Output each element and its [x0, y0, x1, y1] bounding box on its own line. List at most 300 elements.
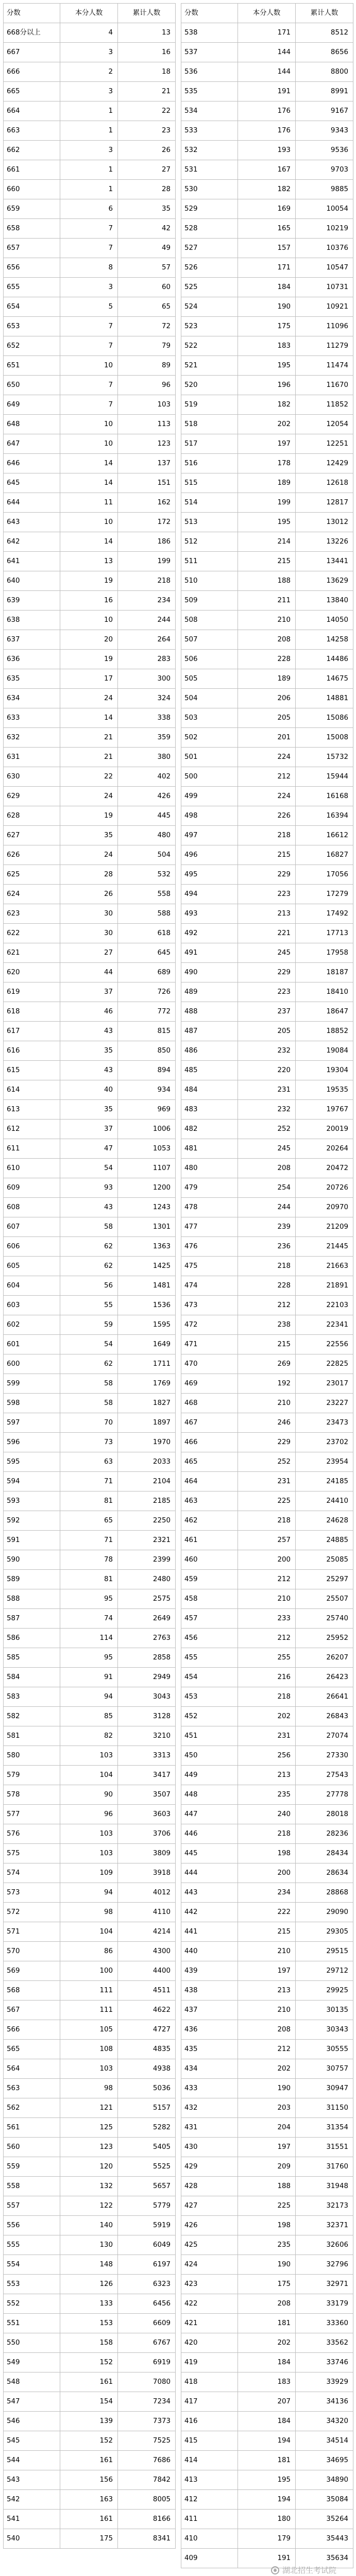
cell-score: 510: [181, 571, 238, 591]
cell-score: 530: [181, 180, 238, 199]
cell-score: 409: [181, 2549, 238, 2568]
cell-score: 434: [181, 2059, 238, 2079]
table-row: [4, 630, 176, 650]
cell-score: 538: [181, 23, 238, 43]
cell-score: 410: [181, 2529, 238, 2549]
cell-score: 523: [181, 317, 238, 336]
cell-count: 184: [238, 2353, 296, 2372]
cell-cumulative: 618: [118, 924, 176, 943]
cell-count: 40: [60, 1080, 118, 1100]
cell-count: 96: [60, 1805, 118, 1824]
cell-count: 215: [238, 552, 296, 571]
cell-count: 246: [238, 1413, 296, 1433]
cell-score: 574: [4, 1863, 60, 1883]
cell-cumulative: 26: [118, 141, 176, 160]
table-row: [4, 1198, 176, 1217]
table-row: [181, 806, 353, 826]
table-row: [4, 1746, 176, 1766]
cell-count: 184: [238, 2412, 296, 2431]
cell-score: 628: [4, 806, 60, 826]
cell-score: 613: [4, 1100, 60, 1120]
table-row: [4, 2294, 176, 2314]
cell-score: 483: [181, 1100, 238, 1120]
cell-cumulative: 33562: [296, 2333, 353, 2353]
cell-score: 464: [181, 1472, 238, 1492]
cell-cumulative: 10219: [296, 219, 353, 239]
table-row: [181, 317, 353, 336]
cell-cumulative: 558: [118, 885, 176, 904]
cell-count: 130: [60, 2235, 118, 2255]
cell-cumulative: 28868: [296, 1883, 353, 1903]
cell-score: 596: [4, 1433, 60, 1452]
cell-cumulative: 35084: [296, 2490, 353, 2510]
cell-count: 95: [60, 1648, 118, 1668]
cell-cumulative: 4622: [118, 2001, 176, 2020]
cell-score: 666: [4, 62, 60, 82]
cell-count: 95: [60, 1589, 118, 1609]
cell-score: 511: [181, 552, 238, 571]
table-row: [181, 904, 353, 924]
table-row: [181, 1198, 353, 1217]
cell-count: 7: [60, 336, 118, 356]
cell-count: 157: [238, 239, 296, 258]
cell-count: 10: [60, 434, 118, 454]
cell-score: 665: [4, 82, 60, 101]
cell-count: 229: [238, 865, 296, 885]
cell-score: 647: [4, 434, 60, 454]
table-row: [4, 2255, 176, 2275]
cell-score: 432: [181, 2098, 238, 2118]
cell-cumulative: 1595: [118, 1315, 176, 1335]
table-row: [4, 1629, 176, 1648]
cell-score: 630: [4, 767, 60, 787]
table-row: [181, 669, 353, 689]
table-row: [4, 1354, 176, 1374]
table-row: [4, 1296, 176, 1315]
table-row: [181, 885, 353, 904]
cell-count: 55: [60, 1296, 118, 1315]
cell-score: 555: [4, 2235, 60, 2255]
cell-cumulative: 49: [118, 239, 176, 258]
cell-count: 224: [238, 748, 296, 767]
table-row: [181, 1726, 353, 1746]
table-row: [181, 2040, 353, 2059]
cell-count: 197: [238, 1961, 296, 1981]
cell-count: 111: [60, 2001, 118, 2020]
cell-count: 3: [60, 43, 118, 62]
cell-cumulative: 89: [118, 356, 176, 376]
table-row: [181, 454, 353, 473]
cell-count: 190: [238, 2255, 296, 2275]
table-row: [181, 2392, 353, 2412]
cell-cumulative: 34514: [296, 2431, 353, 2451]
table-row: [181, 2255, 353, 2275]
cell-count: 183: [238, 2372, 296, 2392]
cell-score: 506: [181, 650, 238, 669]
cell-count: 181: [238, 2314, 296, 2333]
table-row: [4, 2412, 176, 2431]
table-row: [181, 708, 353, 728]
cell-score: 633: [4, 708, 60, 728]
cell-cumulative: 3210: [118, 1726, 176, 1746]
cell-cumulative: 8991: [296, 82, 353, 101]
table-row: [181, 630, 353, 650]
cell-cumulative: 6456: [118, 2294, 176, 2314]
table-row: [181, 2490, 353, 2510]
cell-count: 171: [238, 258, 296, 278]
table-row: [4, 1120, 176, 1139]
cell-score: 589: [4, 1570, 60, 1589]
header-cumulative: 累计人数: [296, 4, 353, 23]
cell-count: 5: [60, 297, 118, 317]
table-row: [181, 82, 353, 101]
cell-score: 622: [4, 924, 60, 943]
cell-score: 598: [4, 1394, 60, 1413]
cell-cumulative: 2858: [118, 1648, 176, 1668]
cell-cumulative: 7373: [118, 2412, 176, 2431]
cell-score: 466: [181, 1433, 238, 1452]
table-row: [181, 376, 353, 395]
cell-cumulative: 21891: [296, 1276, 353, 1296]
table-row: [181, 2079, 353, 2098]
cell-cumulative: 199: [118, 552, 176, 571]
cell-score: 521: [181, 356, 238, 376]
cell-cumulative: 22: [118, 101, 176, 121]
cell-cumulative: 23017: [296, 1374, 353, 1394]
cell-cumulative: 11852: [296, 395, 353, 415]
table-row: [181, 23, 353, 43]
cell-cumulative: 4938: [118, 2059, 176, 2079]
table-row: [4, 2372, 176, 2392]
table-row: [4, 219, 176, 239]
cell-count: 19: [60, 650, 118, 669]
cell-cumulative: 3603: [118, 1805, 176, 1824]
table-row: [181, 1805, 353, 1824]
cell-cumulative: 4835: [118, 2040, 176, 2059]
cell-count: 28: [60, 865, 118, 885]
table-row: [181, 415, 353, 434]
cell-count: 225: [238, 1492, 296, 1511]
cell-cumulative: 17492: [296, 904, 353, 924]
cell-count: 94: [60, 1883, 118, 1903]
cell-count: 90: [60, 1785, 118, 1805]
table-row: [4, 845, 176, 865]
cell-count: 3: [60, 278, 118, 297]
cell-score: 646: [4, 454, 60, 473]
cell-count: 152: [60, 2353, 118, 2372]
cell-cumulative: 19304: [296, 1061, 353, 1080]
cell-cumulative: 850: [118, 1041, 176, 1061]
cell-count: 236: [238, 1237, 296, 1257]
table-row: [4, 2216, 176, 2235]
table-row: [181, 1413, 353, 1433]
cell-count: 231: [238, 1080, 296, 1100]
cell-score: 452: [181, 1707, 238, 1726]
cell-count: 100: [60, 1961, 118, 1981]
cell-score: 486: [181, 1041, 238, 1061]
cell-score: 461: [181, 1531, 238, 1550]
table-row: [4, 904, 176, 924]
cell-count: 225: [238, 2196, 296, 2216]
cell-count: 54: [60, 1159, 118, 1178]
table-row: [181, 1296, 353, 1315]
cell-count: 231: [238, 1472, 296, 1492]
cell-score: 552: [4, 2294, 60, 2314]
table-row: [4, 2392, 176, 2412]
cell-score: 605: [4, 1257, 60, 1276]
cell-score: 576: [4, 1824, 60, 1844]
cell-score: 657: [4, 239, 60, 258]
table-row: [181, 1746, 353, 1766]
cell-cumulative: 20970: [296, 1198, 353, 1217]
cell-count: 1: [60, 121, 118, 141]
cell-score: 587: [4, 1609, 60, 1629]
cell-score: 507: [181, 630, 238, 650]
cell-count: 235: [238, 2235, 296, 2255]
cell-score: 601: [4, 1335, 60, 1354]
cell-cumulative: 5036: [118, 2079, 176, 2098]
table-row: [181, 2294, 353, 2314]
table-row: [181, 160, 353, 180]
cell-cumulative: 445: [118, 806, 176, 826]
cell-score: 583: [4, 1687, 60, 1707]
cell-score: 447: [181, 1805, 238, 1824]
cell-score: 496: [181, 845, 238, 865]
cell-count: 7: [60, 376, 118, 395]
cell-count: 213: [238, 904, 296, 924]
cell-cumulative: 5657: [118, 2177, 176, 2196]
cell-cumulative: 6767: [118, 2333, 176, 2353]
cell-count: 175: [238, 317, 296, 336]
cell-cumulative: 60: [118, 278, 176, 297]
cell-score: 608: [4, 1198, 60, 1217]
cell-score: 532: [181, 141, 238, 160]
cell-score: 415: [181, 2431, 238, 2451]
table-row: [4, 1413, 176, 1433]
cell-count: 6: [60, 199, 118, 219]
cell-score: 430: [181, 2138, 238, 2157]
cell-cumulative: 5157: [118, 2098, 176, 2118]
cell-score: 525: [181, 278, 238, 297]
table-row: [4, 297, 176, 317]
cell-count: 252: [238, 1452, 296, 1472]
cell-score: 414: [181, 2451, 238, 2470]
cell-score: 455: [181, 1648, 238, 1668]
cell-count: 58: [60, 1394, 118, 1413]
cell-count: 104: [60, 1766, 118, 1785]
cell-cumulative: 894: [118, 1061, 176, 1080]
cell-score: 581: [4, 1726, 60, 1746]
cell-count: 245: [238, 1139, 296, 1159]
cell-count: 255: [238, 1648, 296, 1668]
table-row: [181, 2353, 353, 2372]
cell-count: 3: [60, 82, 118, 101]
table-row: [181, 767, 353, 787]
cell-score: 645: [4, 473, 60, 493]
table-row: [181, 982, 353, 1002]
table-row: [4, 1981, 176, 2001]
cell-count: 85: [60, 1707, 118, 1726]
cell-score: 606: [4, 1237, 60, 1257]
table-row: [181, 1335, 353, 1354]
table-row: [4, 2235, 176, 2255]
table-row: [181, 1961, 353, 1981]
table-row: [181, 1217, 353, 1237]
cell-score: 618: [4, 1002, 60, 1022]
cell-score: 637: [4, 630, 60, 650]
cell-score: 491: [181, 943, 238, 963]
table-row: [181, 1354, 353, 1374]
cell-count: 169: [238, 199, 296, 219]
cell-cumulative: 588: [118, 904, 176, 924]
table-row: [4, 376, 176, 395]
watermark-text: 湖北招生考试院: [282, 2566, 336, 2575]
cell-score: 519: [181, 395, 238, 415]
cell-score: 419: [181, 2353, 238, 2372]
cell-count: 176: [238, 121, 296, 141]
cell-cumulative: 27: [118, 160, 176, 180]
cell-count: 47: [60, 1139, 118, 1159]
table-row: [181, 1100, 353, 1120]
cell-cumulative: 25952: [296, 1629, 353, 1648]
cell-count: 196: [238, 376, 296, 395]
table-row: [4, 1942, 176, 1961]
table-row: [4, 415, 176, 434]
cell-score: 638: [4, 611, 60, 630]
cell-count: 8: [60, 258, 118, 278]
cell-cumulative: 1053: [118, 1139, 176, 1159]
cell-cumulative: 934: [118, 1080, 176, 1100]
cell-score: 588: [4, 1589, 60, 1609]
cell-score: 599: [4, 1374, 60, 1394]
table-row: [4, 1589, 176, 1609]
table-row: [4, 23, 176, 43]
cell-count: 98: [60, 2079, 118, 2098]
table-row: [181, 1903, 353, 1922]
table-row: [181, 748, 353, 767]
cell-score: 621: [4, 943, 60, 963]
cell-count: 156: [60, 2470, 118, 2490]
cell-score: 651: [4, 356, 60, 376]
table-row: [181, 239, 353, 258]
table-row: [181, 1550, 353, 1570]
cell-cumulative: 726: [118, 982, 176, 1002]
cell-score: 462: [181, 1511, 238, 1531]
cell-count: 215: [238, 845, 296, 865]
cell-count: 21: [60, 728, 118, 748]
cell-score: 557: [4, 2196, 60, 2216]
table-row: [4, 180, 176, 199]
cell-score: 457: [181, 1609, 238, 1629]
table-row: [4, 767, 176, 787]
header-count: 本分人数: [238, 4, 296, 23]
cell-count: 1: [60, 180, 118, 199]
table-row: [4, 1139, 176, 1159]
cell-count: 210: [238, 1942, 296, 1961]
cell-cumulative: 9703: [296, 160, 353, 180]
cell-score: 490: [181, 963, 238, 982]
cell-score: 498: [181, 806, 238, 826]
table-row: [181, 1433, 353, 1452]
cell-score: 593: [4, 1492, 60, 1511]
cell-cumulative: 2763: [118, 1629, 176, 1648]
cell-count: 103: [60, 1844, 118, 1863]
cell-count: 122: [60, 2196, 118, 2216]
header-score: 分数: [181, 4, 238, 23]
cell-cumulative: 1363: [118, 1237, 176, 1257]
table-row: [181, 2431, 353, 2451]
cell-score: 667: [4, 43, 60, 62]
cell-count: 14: [60, 532, 118, 552]
cell-count: 7: [60, 395, 118, 415]
cell-score: 544: [4, 2451, 60, 2470]
cell-cumulative: 3507: [118, 1785, 176, 1805]
cell-cumulative: 25085: [296, 1550, 353, 1570]
cell-score: 531: [181, 160, 238, 180]
cell-count: 114: [60, 1629, 118, 1648]
table-row: [4, 2451, 176, 2470]
cell-score: 582: [4, 1707, 60, 1726]
cell-score: 475: [181, 1257, 238, 1276]
cell-cumulative: 33746: [296, 2353, 353, 2372]
cell-cumulative: 28236: [296, 1824, 353, 1844]
cell-score: 500: [181, 767, 238, 787]
table-row: [181, 591, 353, 611]
table-row: [4, 689, 176, 708]
cell-count: 229: [238, 963, 296, 982]
cell-score: 565: [4, 2040, 60, 2059]
table-row: [4, 1570, 176, 1589]
cell-score: 420: [181, 2333, 238, 2353]
cell-score: 493: [181, 904, 238, 924]
cell-cumulative: 23954: [296, 1452, 353, 1472]
table-row: [4, 532, 176, 552]
table-row: [4, 1178, 176, 1198]
cell-cumulative: 14258: [296, 630, 353, 650]
table-row: [181, 1276, 353, 1296]
cell-cumulative: 31551: [296, 2138, 353, 2157]
cell-cumulative: 4511: [118, 1981, 176, 2001]
table-row: [4, 513, 176, 532]
cell-cumulative: 32173: [296, 2196, 353, 2216]
cell-score: 551: [4, 2314, 60, 2333]
table-row: [181, 395, 353, 415]
cell-cumulative: 23473: [296, 1413, 353, 1433]
cell-cumulative: 21445: [296, 1237, 353, 1257]
cell-count: 194: [238, 2431, 296, 2451]
cell-score: 505: [181, 669, 238, 689]
cell-cumulative: 5282: [118, 2118, 176, 2138]
cell-count: 211: [238, 591, 296, 611]
cell-cumulative: 969: [118, 1100, 176, 1120]
cell-score: 427: [181, 2196, 238, 2216]
cell-score: 553: [4, 2275, 60, 2294]
cell-score: 472: [181, 1315, 238, 1335]
cell-score: 479: [181, 1178, 238, 1198]
cell-cumulative: 24885: [296, 1531, 353, 1550]
table-row: [4, 982, 176, 1002]
cell-count: 3: [60, 141, 118, 160]
cell-cumulative: 324: [118, 689, 176, 708]
table-row: [4, 1609, 176, 1629]
cell-cumulative: 20472: [296, 1159, 353, 1178]
cell-cumulative: 1536: [118, 1296, 176, 1315]
cell-cumulative: 25297: [296, 1570, 353, 1589]
cell-score: 512: [181, 532, 238, 552]
cell-count: 213: [238, 1981, 296, 2001]
table-row: [4, 141, 176, 160]
cell-cumulative: 17056: [296, 865, 353, 885]
